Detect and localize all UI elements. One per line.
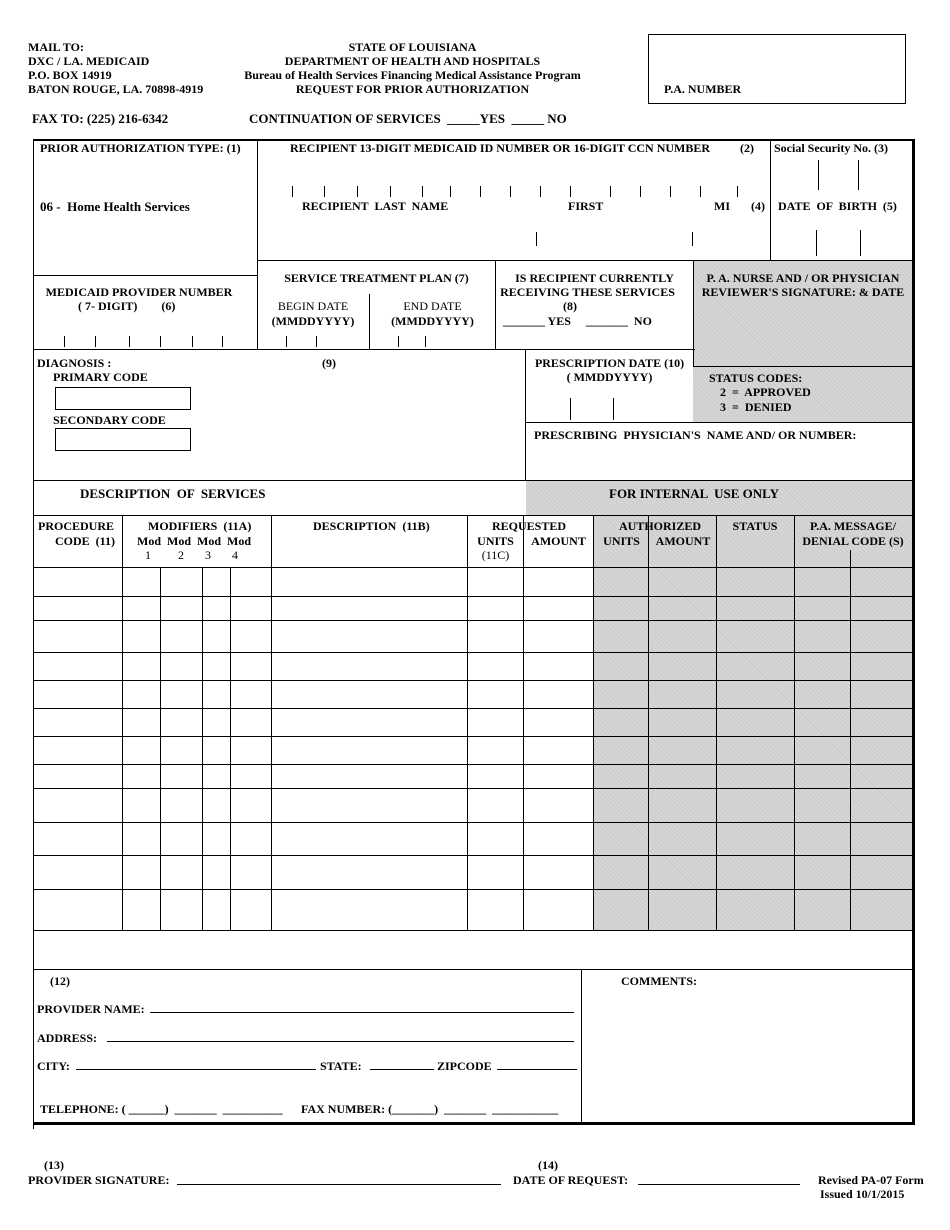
fax-number-field[interactable]: FAX NUMBER: (_______) _______ ___________ — [301, 1102, 559, 1116]
comments-area[interactable] — [583, 990, 911, 1120]
agency-line: STATE OF LOUISIANA — [348, 40, 477, 54]
agency-line: REQUEST FOR PRIOR AUTHORIZATION — [295, 82, 530, 96]
mod-row-header: Mod Mod Mod Mod — [137, 534, 251, 548]
receiving-l1: IS RECIPIENT CURRENTLY — [515, 271, 674, 285]
prescribing-physician-label: PRESCRIBING PHYSICIAN'S NAME AND/ OR NUMBER: — [534, 428, 857, 442]
provider-num-sub: ( 7- DIGIT) (6) — [78, 299, 176, 313]
receiving-num: (8) — [563, 299, 577, 313]
zip-label: ZIPCODE — [437, 1059, 492, 1073]
table-row[interactable] — [33, 736, 913, 737]
table-row[interactable] — [33, 596, 913, 597]
auth-amount-header: AMOUNT — [655, 534, 711, 548]
begin-date-label: BEGIN DATE — [277, 299, 349, 313]
pa-number-label: P.A. NUMBER — [664, 82, 742, 96]
diagnosis-num: (9) — [322, 356, 336, 370]
primary-code-label: PRIMARY CODE — [53, 370, 148, 384]
provider-section-num: (12) — [50, 974, 70, 988]
table-row[interactable] — [33, 708, 913, 709]
table-row[interactable] — [33, 889, 913, 890]
city-field[interactable] — [76, 1069, 316, 1070]
table-row[interactable] — [33, 680, 913, 681]
authorized-header: AUTHORIZED — [619, 519, 702, 533]
status-approved: 2 = APPROVED — [720, 385, 811, 399]
units-num-header: (11C) — [481, 548, 510, 562]
status-denied: 3 = DENIED — [720, 400, 792, 414]
first-name-label: FIRST — [568, 199, 604, 213]
mail-to-line: P.O. BOX 14919 — [28, 68, 112, 82]
recipient-id-label: RECIPIENT 13-DIGIT MEDICAID ID NUMBER OR 16-DIGIT CCN NUMBER — [290, 141, 711, 155]
date-num: (14) — [538, 1158, 558, 1172]
primary-code-input[interactable] — [55, 387, 191, 410]
units-header: UNITS — [477, 534, 514, 548]
internal-use-title: FOR INTERNAL USE ONLY — [609, 486, 780, 501]
pa-type-value: 06 - Home Health Services — [40, 199, 190, 214]
description-of-services-title: DESCRIPTION OF SERVICES — [80, 486, 266, 501]
agency-line: DEPARTMENT OF HEALTH AND HOSPITALS — [284, 54, 541, 68]
telephone-field[interactable]: TELEPHONE: ( ______) _______ __________ — [40, 1102, 283, 1116]
state-field[interactable] — [370, 1069, 434, 1070]
continuation-of-services[interactable]: CONTINUATION OF SERVICES _____YES _____ NO — [249, 111, 567, 126]
issued-label: Issued 10/1/2015 — [820, 1187, 905, 1201]
provider-name-field[interactable] — [150, 1012, 574, 1013]
reviewer-l1: P. A. NURSE AND / OR PHYSICIAN — [706, 271, 900, 285]
mail-to-line: DXC / LA. MEDICAID — [28, 54, 150, 68]
date-of-request-label: DATE OF REQUEST: — [513, 1173, 629, 1187]
address-label: ADDRESS: — [37, 1031, 98, 1045]
pa-message-header-l1: P.A. MESSAGE/ — [810, 519, 896, 533]
ssn-label: Social Security No. (3) — [774, 141, 888, 155]
treatment-plan-label: SERVICE TREATMENT PLAN (7) — [284, 271, 469, 285]
revised-label: Revised PA-07 Form — [818, 1173, 924, 1187]
pa-message-header-l2: DENIAL CODE (S) — [802, 534, 904, 548]
mail-to-line: BATON ROUGE, LA. 70898-4919 — [28, 82, 204, 96]
end-date-label: END DATE — [403, 299, 462, 313]
dob-label: DATE OF BIRTH (5) — [778, 199, 897, 213]
provider-signature-field[interactable] — [177, 1184, 501, 1185]
reviewer-l2: REVIEWER'S SIGNATURE: & DATE — [701, 285, 905, 299]
provider-num-label: MEDICAID PROVIDER NUMBER — [45, 285, 233, 299]
receiving-yes-no[interactable]: _______ YES _______ NO — [503, 314, 652, 328]
auth-units-header: UNITS — [603, 534, 640, 548]
mi-label: MI — [714, 199, 730, 213]
table-row[interactable] — [33, 620, 913, 621]
procedure-header: PROCEDURE — [38, 519, 115, 533]
rx-date-fmt: ( MMDDYYYY) — [566, 370, 653, 384]
pa-type-label: PRIOR AUTHORIZATION TYPE: (1) — [40, 141, 241, 155]
end-date-fmt: (MMDDYYYY) — [391, 314, 474, 328]
secondary-code-label: SECONDARY CODE — [53, 413, 166, 427]
begin-date-fmt: (MMDDYYYY) — [271, 314, 355, 328]
agency-line: Bureau of Health Services Financing Medical Assistance Program — [244, 68, 581, 82]
table-row[interactable] — [33, 788, 913, 789]
procedure-code-header: CODE (11) — [55, 534, 115, 548]
amount-header: AMOUNT — [531, 534, 586, 548]
date-of-request-field[interactable] — [638, 1184, 800, 1185]
mi-num: (4) — [751, 199, 765, 213]
table-row[interactable] — [33, 822, 913, 823]
modifiers-header: MODIFIERS (11A) — [148, 519, 252, 533]
last-name-label: RECIPIENT LAST NAME — [302, 199, 449, 213]
provider-name-label: PROVIDER NAME: — [37, 1002, 145, 1016]
status-header: STATUS — [732, 519, 778, 533]
mod-nums-header: 1 2 3 4 — [145, 548, 238, 562]
requested-header: REQUESTED — [492, 519, 567, 533]
status-codes-label: STATUS CODES: — [709, 371, 803, 385]
rx-date-label: PRESCRIPTION DATE (10) — [534, 356, 685, 370]
recipient-id-num: (2) — [740, 141, 754, 155]
agency-block — [200, 40, 625, 96]
table-row[interactable] — [33, 652, 913, 653]
mail-to-line: MAIL TO: — [28, 40, 84, 54]
provider-signature-label: PROVIDER SIGNATURE: — [28, 1173, 170, 1187]
address-field[interactable] — [107, 1041, 574, 1042]
table-row[interactable] — [33, 764, 913, 765]
state-label: STATE: — [320, 1059, 362, 1073]
signature-num: (13) — [44, 1158, 64, 1172]
receiving-l2: RECEIVING THESE SERVICES — [500, 285, 675, 299]
table-row[interactable] — [33, 930, 913, 931]
city-label: CITY: — [37, 1059, 70, 1073]
table-row[interactable] — [33, 855, 913, 856]
secondary-code-input[interactable] — [55, 428, 191, 451]
description-header: DESCRIPTION (11B) — [313, 519, 430, 533]
mail-to-block — [28, 40, 203, 96]
diagnosis-label: DIAGNOSIS : — [37, 356, 112, 370]
zip-field[interactable] — [497, 1069, 577, 1070]
fax-to: FAX TO: (225) 216-6342 — [32, 111, 169, 126]
comments-label: COMMENTS: — [621, 974, 697, 988]
